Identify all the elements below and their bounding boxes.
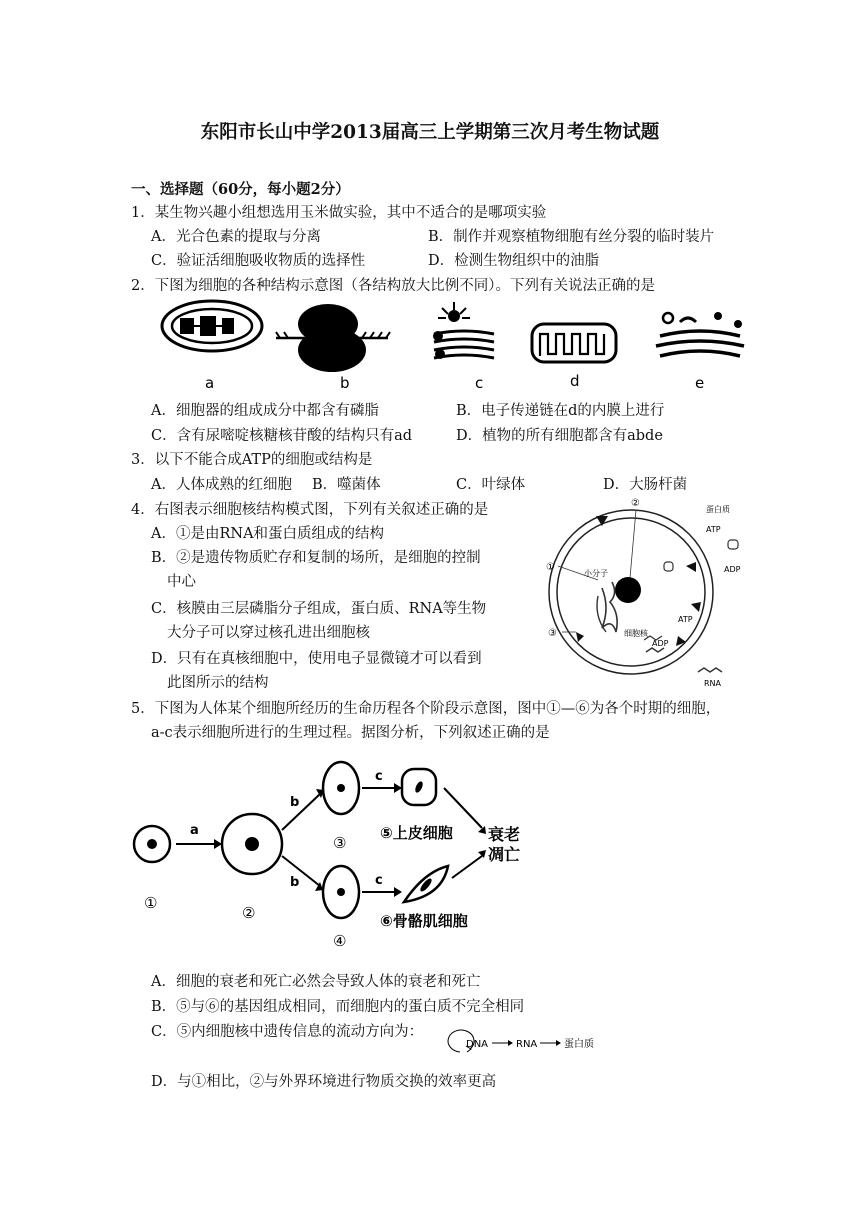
process-label-b-bottom: b	[290, 875, 300, 890]
q1-option-d: D．检测生物组织中的油脂	[428, 253, 600, 269]
q4-option-c-line1: C．核膜由三层磷脂分子组成，蛋白质、RNA等生物	[151, 601, 487, 617]
q4-stem: 4．右图表示细胞核结构模式图，下列有关叙述正确的是	[131, 502, 489, 518]
flow-protein: 蛋白质	[564, 1039, 594, 1050]
q5-option-c: C．⑤内细胞核中遗传信息的流动方向为：	[151, 1024, 424, 1040]
q1-stem: 1．某生物兴趣小组想选用玉米做实验，其中不适合的是哪项实验	[131, 205, 547, 221]
process-label-c-top: c	[375, 769, 383, 784]
organelle-label-d: d	[570, 372, 580, 390]
nucleus-marker-3: ③	[548, 628, 557, 639]
q1-option-b: B．制作并观察植物细胞有丝分裂的临时装片	[428, 229, 715, 245]
end-label-apoptosis: 凋亡	[488, 845, 521, 864]
flow-dna: DNA	[466, 1039, 489, 1050]
q3-option-d: D．大肠杆菌	[603, 477, 688, 493]
organelle-figure	[150, 296, 760, 396]
nucleus-label: 细胞核	[624, 629, 648, 638]
nucleus-marker-2: ②	[631, 498, 640, 509]
q2-stem: 2．下图为细胞的各种结构示意图（各结构放大比例不同）。下列有关说法正确的是	[131, 278, 655, 294]
process-label-c-bottom: c	[375, 873, 383, 888]
cell-label-4: ④	[333, 932, 347, 950]
cell-label-2: ②	[242, 904, 256, 922]
page-title: 东阳市长山中学2013届高三上学期第三次月考生物试题	[200, 122, 660, 143]
golgi-apparatus-diagram	[656, 312, 744, 356]
ribosome-diagram	[276, 304, 390, 372]
mitochondrion-diagram	[532, 324, 616, 362]
end-label-aging: 衰老	[488, 825, 521, 844]
adp-label-bottom: ADP	[652, 639, 669, 648]
q1-option-a: A．光合色素的提取与分离	[151, 229, 321, 245]
q3-stem: 3．以下不能合成ATP的细胞或结构是	[131, 452, 373, 468]
golgi-diagram	[433, 302, 494, 359]
q5-option-d: D．与①相比，②与外界环境进行物质交换的效率更高	[151, 1074, 497, 1090]
q2-option-b: B．电子传递链在d的内膜上进行	[456, 403, 665, 419]
organelle-label-c: c	[475, 374, 484, 392]
organelle-label-a: a	[205, 374, 215, 392]
section-heading: 一、选择题（60分，每小题2分）	[131, 181, 350, 198]
cell-label-3: ③	[333, 834, 347, 852]
q3-option-c: C．叶绿体	[456, 477, 526, 493]
organelle-label-e: e	[695, 374, 705, 392]
atp-label-top: ATP	[706, 525, 721, 534]
cell-lifecycle-figure	[130, 752, 520, 962]
cell-label-6: ⑥骨骼肌细胞	[380, 912, 468, 930]
process-label-a: a	[190, 823, 199, 838]
q4-option-d-line2: 此图所示的结构	[167, 675, 269, 691]
q3-option-a: A．人体成熟的红细胞	[151, 477, 292, 493]
small-molecule-label: 小分子	[584, 569, 608, 578]
flow-rna: RNA	[516, 1039, 538, 1050]
q4-option-b-line2: 中心	[167, 574, 196, 590]
q5-option-a: A．细胞的衰老和死亡必然会导致人体的衰老和死亡	[151, 974, 481, 990]
q4-option-d-line1: D．只有在真核细胞中，使用电子显微镜才可以看到	[151, 651, 482, 667]
q4-option-c-line2: 大分子可以穿过核孔进出细胞核	[167, 625, 370, 641]
q4-option-a: A．①是由RNA和蛋白质组成的结构	[151, 526, 385, 542]
q2-option-a: A．细胞器的组成成分中都含有磷脂	[151, 403, 379, 419]
rna-label: RNA	[704, 679, 722, 688]
atp-label-bottom: ATP	[678, 615, 693, 624]
q1-option-c: C．验证活细胞吸收物质的选择性	[151, 253, 366, 269]
organelle-label-b: b	[340, 374, 350, 392]
q3-option-b: B．噬菌体	[312, 477, 381, 493]
q4-option-b-line1: B．②是遗传物质贮存和复制的场所，是细胞的控制	[151, 550, 481, 566]
nucleus-marker-1: ①	[546, 562, 555, 573]
process-label-b-top: b	[290, 795, 300, 810]
q5-stem-line1: 5．下图为人体某个细胞所经历的生命历程各个阶段示意图，图中①—⑥为各个时期的细胞，	[131, 701, 721, 717]
adp-label-right: ADP	[724, 565, 741, 574]
q5-option-b: B．⑤与⑥的基因组成相同，而细胞内的蛋白质不完全相同	[151, 999, 525, 1015]
dna-flow-diagram	[442, 1024, 602, 1058]
protein-label: 蛋白质	[706, 505, 730, 514]
chloroplast-diagram	[162, 301, 262, 351]
cell-label-5: ⑤上皮细胞	[380, 824, 453, 842]
cell-label-1: ①	[144, 894, 158, 912]
q5-stem-line2: a-c表示细胞所进行的生理过程。据图分析，下列叙述正确的是	[151, 725, 550, 741]
q2-option-d: D．植物的所有细胞都含有abde	[456, 428, 663, 444]
q2-option-c: C．含有尿嘧啶核糖核苷酸的结构只有ad	[151, 428, 413, 444]
nucleus-figure	[536, 492, 756, 692]
